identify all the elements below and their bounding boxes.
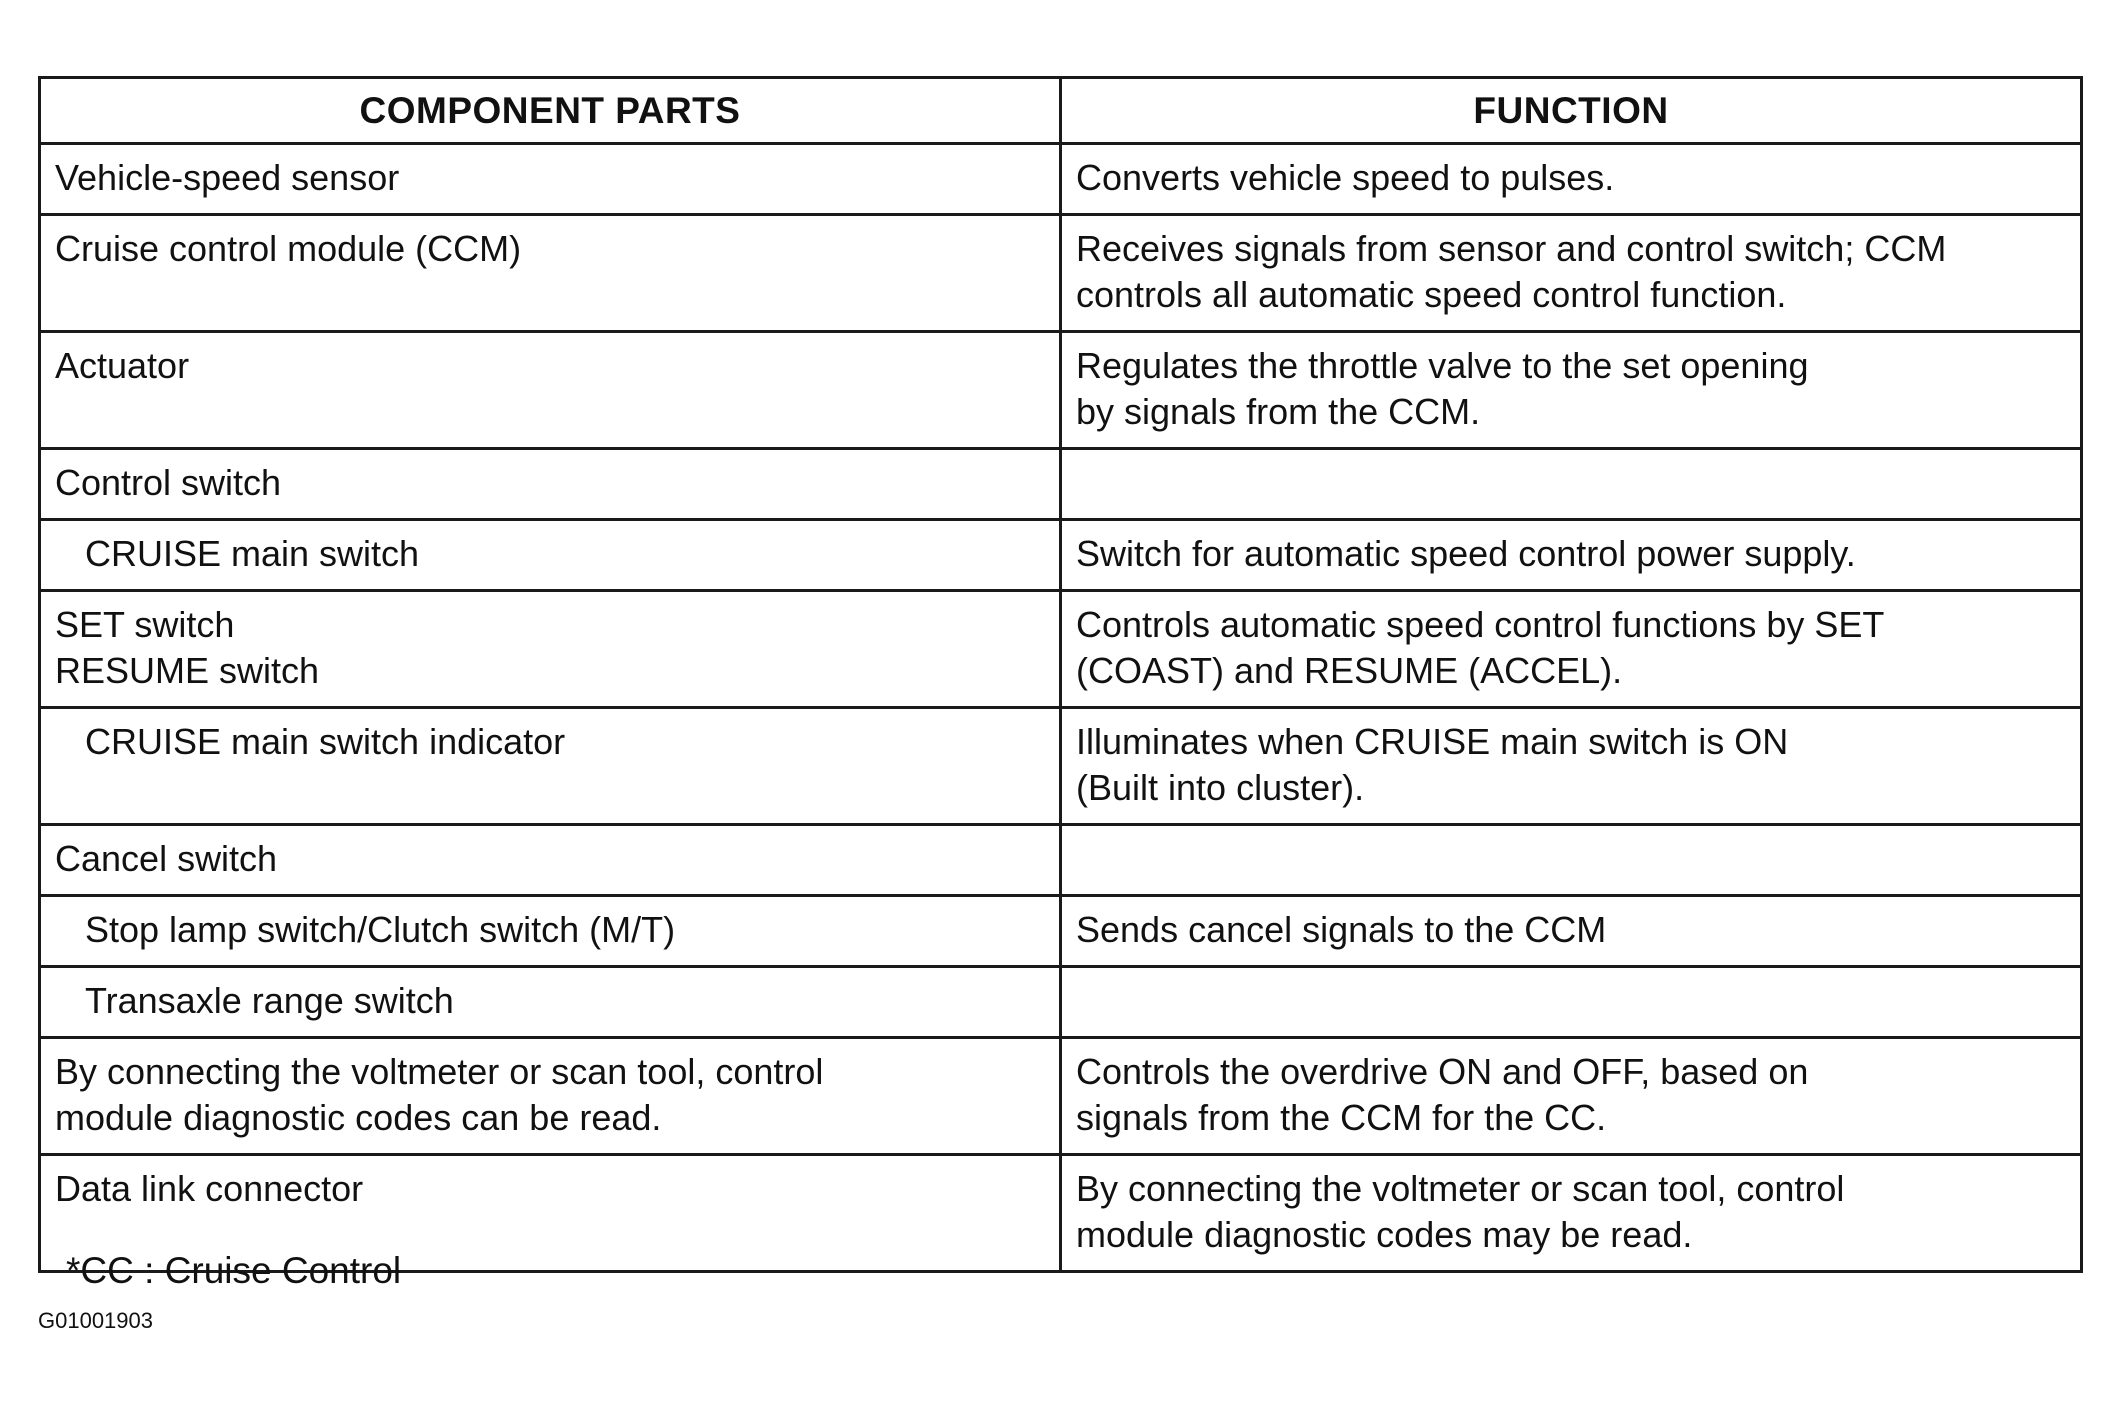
function-cell: Switch for automatic speed control power supply. [1061, 520, 2082, 591]
table-row [40, 825, 2082, 896]
function-cell [1061, 967, 2082, 1038]
table-row [40, 896, 2082, 967]
table-row [40, 967, 2082, 1038]
function-cell: Converts vehicle speed to pulses. [1061, 144, 2082, 215]
function-cell: Illuminates when CRUISE main switch is ON (Built into cluster). [1061, 708, 2082, 825]
component-cell: Cancel switch [40, 825, 1061, 896]
table-row [40, 449, 2082, 520]
component-cell: By connecting the voltmeter or scan tool, control module diagnostic codes can be read. [40, 1038, 1061, 1155]
component-cell: SET switch RESUME switch [40, 591, 1061, 708]
component-cell: Cruise control module (CCM) [40, 215, 1061, 332]
function-cell: Controls automatic speed control functions by SET (COAST) and RESUME (ACCEL). [1061, 591, 2082, 708]
component-cell: Control switch [40, 449, 1061, 520]
function-cell [1061, 449, 2082, 520]
component-cell: Actuator [40, 332, 1061, 449]
function-cell [1061, 825, 2082, 896]
function-cell: Controls the overdrive ON and OFF, based on signals from the CCM for the CC. [1061, 1038, 2082, 1155]
component-cell: Data link connector [40, 1155, 1061, 1272]
function-cell: Receives signals from sensor and control switch; CCM controls all automatic speed control function. [1061, 215, 2082, 332]
header-function: FUNCTION [1061, 78, 2082, 144]
component-cell: CRUISE main switch [40, 520, 1061, 591]
table-row [40, 144, 2082, 215]
function-cell: By connecting the voltmeter or scan tool, control module diagnostic codes may be read. [1061, 1155, 2082, 1272]
component-cell: Vehicle-speed sensor [40, 144, 1061, 215]
table-row [40, 591, 2082, 708]
footnote: *CC : Cruise Control [66, 1250, 402, 1291]
function-cell: Regulates the throttle valve to the set opening by signals from the CCM. [1061, 332, 2082, 449]
table-row [40, 1038, 2082, 1155]
table-row [40, 332, 2082, 449]
component-cell: Stop lamp switch/Clutch switch (M/T) [40, 896, 1061, 967]
table-row [40, 708, 2082, 825]
component-cell: Transaxle range switch [40, 967, 1061, 1038]
header-component-parts: COMPONENT PARTS [40, 78, 1061, 144]
table-row [40, 520, 2082, 591]
figure-id: G01001903 [38, 1308, 153, 1333]
table-row [40, 215, 2082, 332]
component-cell: CRUISE main switch indicator [40, 708, 1061, 825]
table-header-row [40, 78, 2082, 144]
component-function-table [38, 76, 2083, 1273]
function-cell: Sends cancel signals to the CCM [1061, 896, 2082, 967]
